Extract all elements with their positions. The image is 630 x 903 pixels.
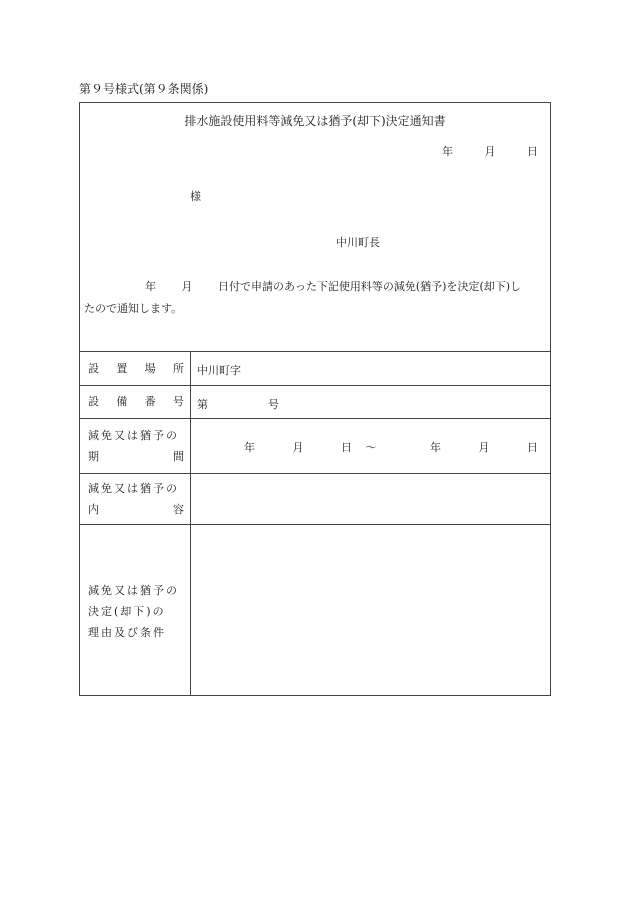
- from-month-label: 月: [292, 441, 304, 454]
- period-label-line-1: 減免又は猶予の: [88, 429, 179, 442]
- to-day-label: 日: [527, 441, 538, 454]
- form-number: 第９号様式(第９条関係): [79, 82, 209, 96]
- reason-label-line-2: 決定(却下)の: [88, 605, 166, 618]
- body-month-label: 月: [181, 280, 193, 293]
- date-month-label: 月: [484, 145, 496, 158]
- issue-date: [442, 143, 538, 159]
- table-top-border: [79, 351, 551, 352]
- from-year-label: 年: [244, 441, 255, 454]
- row-divider: [79, 418, 551, 419]
- label-column-divider: [190, 351, 191, 696]
- body-line-1: [145, 278, 521, 294]
- body-text-line-1: 日付で申請のあった下記使用料等の減免(猶予)を決定(却下)し: [218, 280, 522, 293]
- from-day-label: 日: [341, 441, 352, 454]
- equipment-number-prefix: 第: [197, 398, 208, 411]
- content-label-line-1: 減免又は猶予の: [88, 482, 179, 495]
- to-year-label: 年: [430, 441, 441, 454]
- reason-label-line-1: 減免又は猶予の: [88, 584, 179, 597]
- row-divider: [79, 385, 551, 386]
- issuer-name: 中川町長: [336, 236, 380, 249]
- reason-label-line-3: 理由及び条件: [88, 626, 166, 639]
- row-divider: [79, 524, 551, 525]
- date-day-label: 日: [527, 145, 538, 158]
- content-label-line-2: 内 容: [88, 503, 184, 516]
- to-month-label: 月: [478, 441, 490, 454]
- equipment-number-suffix: 号: [268, 398, 279, 411]
- body-line-2: たので通知します。: [84, 302, 183, 315]
- location-value: 中川町字: [197, 364, 241, 377]
- period-label-line-2: 期 間: [88, 450, 184, 463]
- equipment-number-label: 設 備 番 号: [88, 395, 184, 408]
- period-from: [244, 439, 377, 455]
- date-year-label: 年: [442, 145, 453, 158]
- location-label: 設 置 場 所: [88, 362, 184, 375]
- period-tilde: ～: [365, 441, 377, 454]
- body-year-label: 年: [145, 280, 156, 293]
- addressee-honorific: 様: [190, 190, 201, 203]
- row-divider: [79, 473, 551, 474]
- document-title: 排水施設使用料等減免又は猶予(却下)決定通知書: [184, 114, 446, 128]
- period-to: [430, 439, 538, 455]
